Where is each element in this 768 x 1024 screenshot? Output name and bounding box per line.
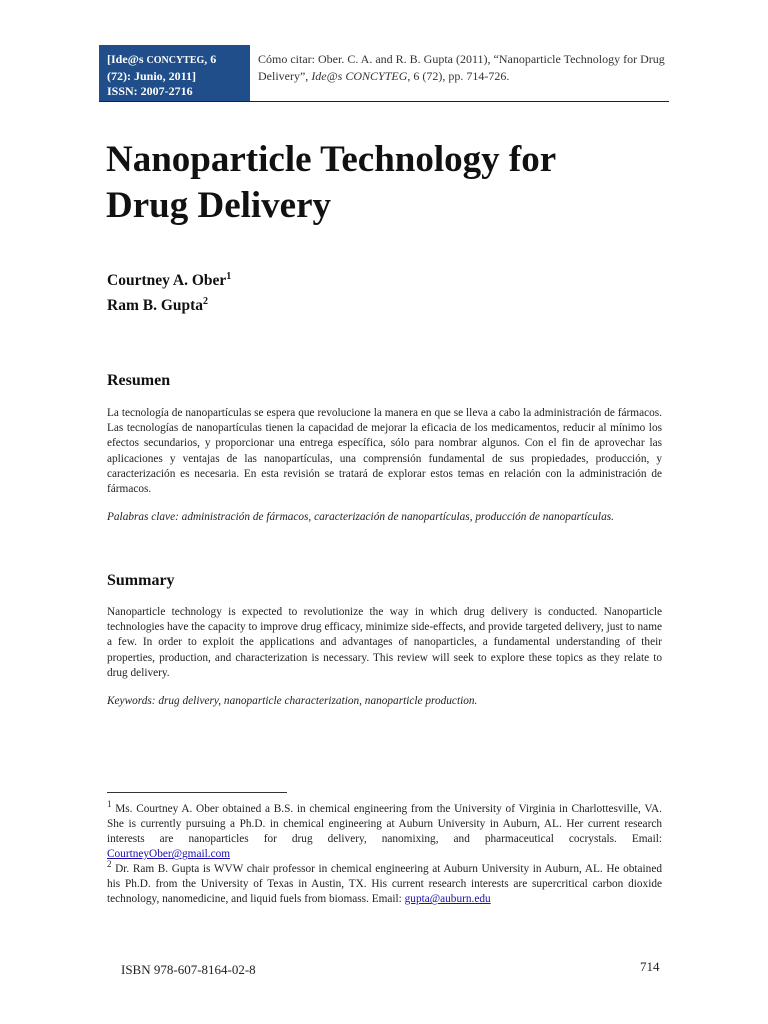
summary-abstract: Nanoparticle technology is expected to revolutionize the way in which drug delivery is conducted. Nanoparticle technologies have the capacity to improve drug efficacy, minimize side-effects, and provide targeted delivery, just to name a few. In order to exploit the applications and advantages of nanoparticles, a fundamental understanding of their properties, production, and characterization is necessary. This review will seek to explore these topics as they relate to drug delivery. (107, 606, 662, 679)
summary-keywords: Keywords: drug delivery, nanoparticle characterization, nanoparticle production. (107, 695, 478, 707)
summary-heading: Summary (107, 572, 175, 589)
header-divider (99, 101, 669, 102)
resumen-abstract: La tecnología de nanopartículas se espera que revolucione la manera en que se lleva a cabo la administración de fármacos. Las tecnologías de nanopartículas tienen la capacidad de mejorar la eficacia de los medicamentos, reducir al mínimo los efectos secundarios, y proporcionar una entrega específica, sólo para nombrar algunos. Con el fin de aprovechar las aplicaciones y ventajas de las nanopartículas, una comprensión fundamental de sus propiedades, producción, y caracterización es necesaria. En esta revisión se tratará de explorar estos temas en relación con la administración de fármacos. (107, 407, 662, 496)
journal-issn: ISSN: 2007-2716 (107, 84, 193, 98)
author-1: Courtney A. Ober$^1$ (107, 271, 232, 290)
paper-title: Nanoparticle Technology for Drug Delivery (106, 139, 557, 226)
footnote-mark: 1 (226, 271, 232, 282)
footnote-mark: 2 (203, 296, 209, 308)
email-link[interactable]: gupta@auburn.edu (404, 893, 491, 906)
footnote-divider (107, 792, 287, 793)
email-link[interactable]: CourtneyOber@gmail.com (107, 848, 231, 861)
footnote-2: $^2$ Dr. Ram B. Gupta is WVW chair professor in chemical engineering at Auburn University in Auburn, AL. He obtained his Ph.D. from the University of Texas in Austin, TX. His current research interests are supercritical carbon dioxide technology, nanomedicine, and liquid fuels from biomass. Email: gupta@auburn.edu (107, 859, 662, 906)
author-2: Ram B. Gupta$^2$ (107, 296, 209, 315)
isbn: ISBN 978-607-8164-02-8 (121, 962, 256, 977)
footnote-1: $^1$ Ms. Courtney A. Ober obtained a B.S. in chemical engineering from the University of Virginia in Charlottesville, VA. She is currently pursuing a Ph.D. in chemical engineering at Auburn University in Auburn, AL. Her current research interests are nanoparticles for drug delivery, nanomixing, and pharmaceutical cocrystals. Email: CourtneyOber@gmail.com (107, 799, 662, 861)
journal-info-box (99, 45, 250, 101)
journal-issue-line2: (72): Junio, 2011] (107, 68, 197, 83)
journal-issue-line1: [Ide@s CONCYTEG, 6 (107, 52, 217, 66)
author-list (107, 266, 231, 316)
citation-note: Cómo citar: Ober. C. A. and R. B. Gupta (2011), “Nanoparticle Technology for Drug Delivery”, Ide@s CONCYTEG, 6 (72), pp. 714-726. (258, 52, 665, 83)
resumen-heading: Resumen (107, 372, 171, 389)
resumen-keywords: Palabras clave: administración de fármacos, caracterización de nanopartículas, producción de nanopartículas. (107, 511, 614, 523)
footnote-mark: 2 (107, 859, 112, 869)
footnote-mark: 1 (107, 799, 112, 809)
page-number: 714 (640, 959, 660, 974)
